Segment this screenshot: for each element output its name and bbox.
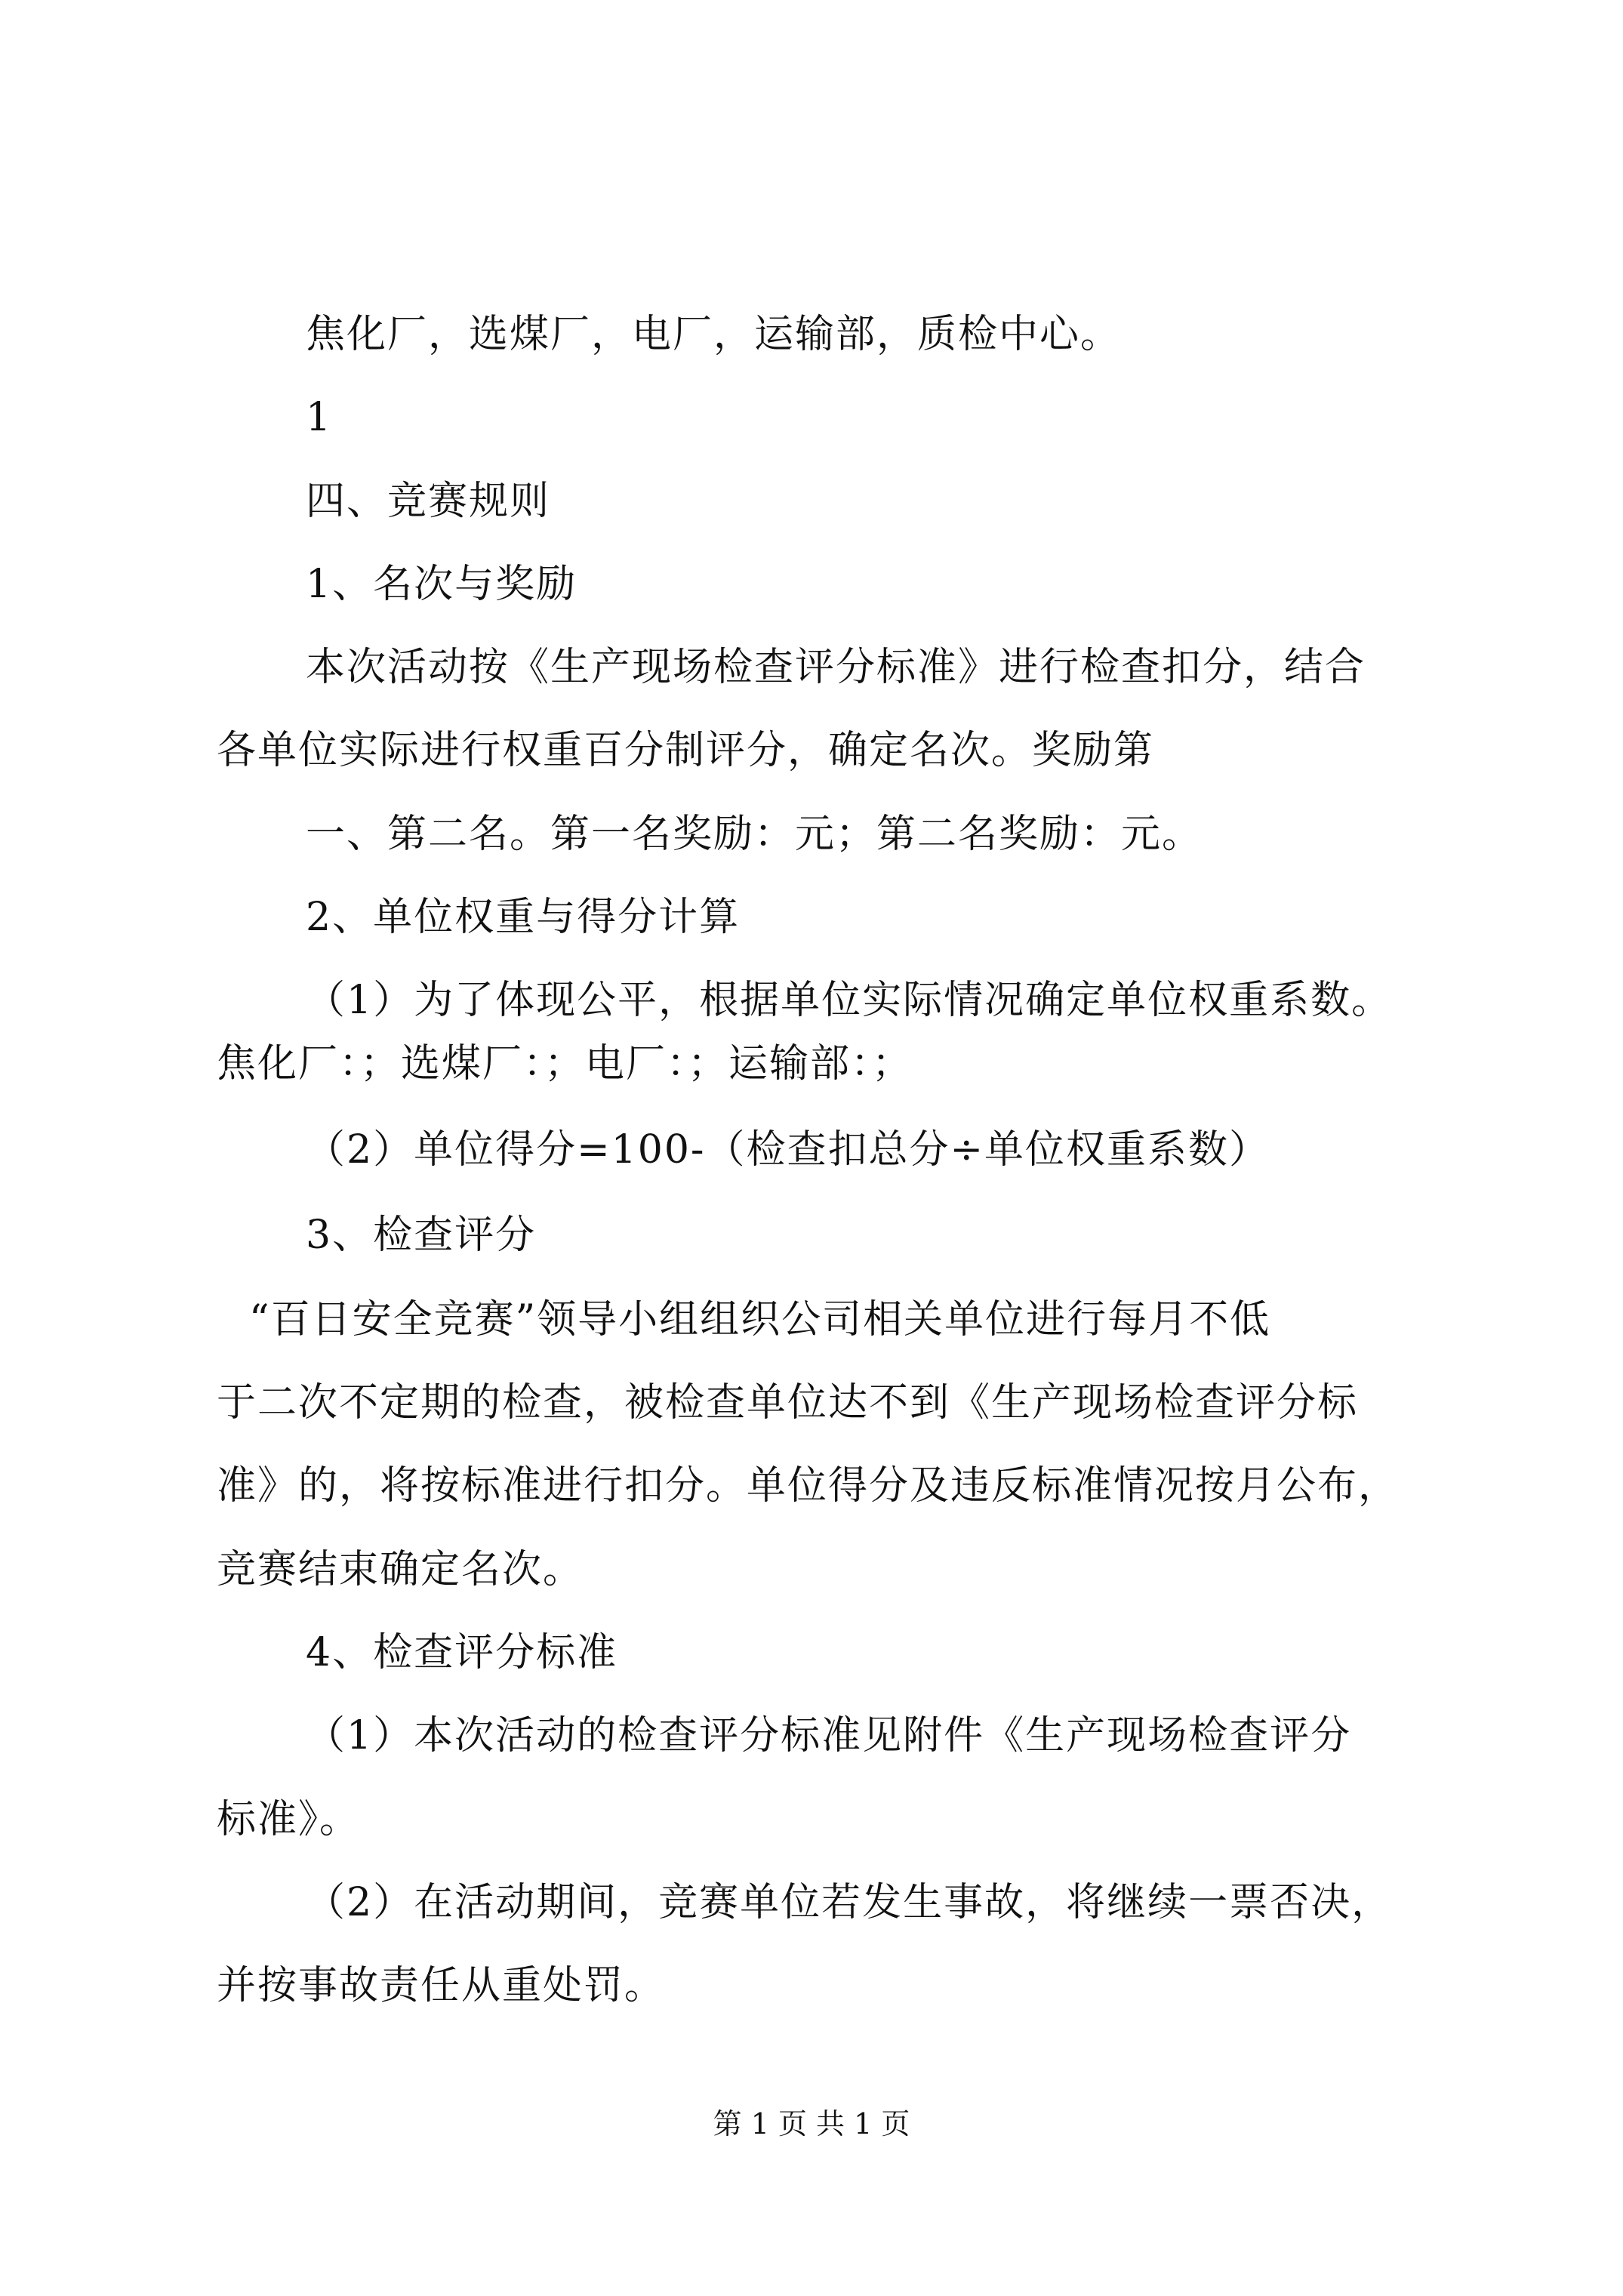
text-line-standard-2: 标准》。 — [217, 1797, 361, 1842]
subheading-ranking-rewards: 1、名次与奖励 — [306, 562, 577, 607]
text-line-weight-units: 焦化厂：；选煤厂：；电厂：；运输部：； — [217, 1041, 913, 1086]
page-footer: 第 1 页 共 1 页 — [713, 2107, 910, 2140]
text-line-score-formula: （2）单位得分=100-（检查扣总分÷单位权重系数） — [306, 1127, 1270, 1173]
text-line-standard-1: （1）本次活动的检查评分标准见附件《生产现场检查评分 — [306, 1713, 1352, 1758]
text-line-units: 焦化厂，选煤厂，电厂，运输部，质检中心。 — [306, 312, 1122, 357]
text-line-weight-1: （1）为了体现公平，根据单位实际情况确定单位权重系数。 — [306, 978, 1393, 1023]
text-line-inspection-3: 准》的，将按标准进行扣分。单位得分及违反标准情况按月公布， — [217, 1463, 1400, 1509]
section-heading-rules: 四、竞赛规则 — [306, 479, 551, 524]
text-line-scoring-2: 各单位实际进行权重百分制评分，确定名次。奖励第 — [217, 728, 1155, 773]
subheading-inspection: 3、检查评分 — [306, 1213, 537, 1258]
text-line-inspection-4: 竞赛结束确定名次。 — [217, 1547, 584, 1592]
text-line-scoring-1: 本次活动按《生产现场检查评分标准》进行检查扣分，结合 — [306, 645, 1366, 690]
text-line-accident-1: （2）在活动期间，竞赛单位若发生事故，将继续一票否决， — [306, 1880, 1393, 1925]
text-line-accident-2: 并按事故责任从重处罚。 — [217, 1963, 666, 2008]
text-line-inspection-1: “百日安全竞赛”领导小组组织公司相关单位进行每月不低 — [249, 1297, 1271, 1342]
text-line-page-marker: 1 — [306, 395, 333, 440]
text-line-rewards: 一、第二名。第一名奖励：元；第二名奖励：元。 — [306, 812, 1203, 857]
subheading-inspection-standard: 4、检查评分标准 — [306, 1630, 618, 1675]
subheading-weight-calc: 2、单位权重与得分计算 — [306, 895, 741, 940]
text-line-inspection-2: 于二次不定期的检查，被检查单位达不到《生产现场检查评分标 — [217, 1380, 1359, 1425]
